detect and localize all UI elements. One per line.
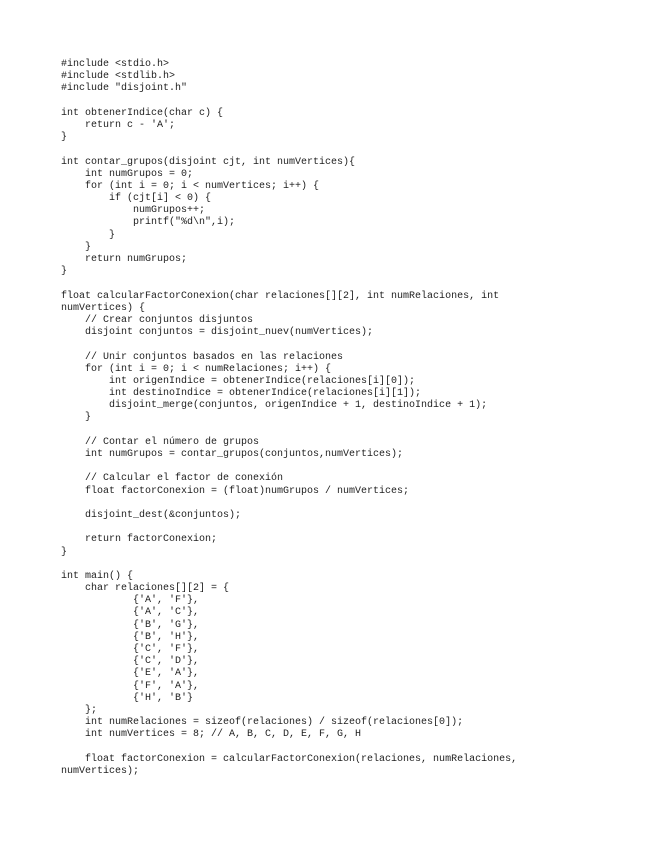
code-line xyxy=(61,144,641,156)
code-line xyxy=(61,742,641,754)
code-line: // Crear conjuntos disjuntos xyxy=(61,314,254,326)
code-line: int numGrupos = contar_grupos(conjuntos,numVertices); xyxy=(61,449,404,460)
code-line xyxy=(61,498,641,510)
code-line: float factorConexion = calcularFactorConexion(relaciones, numRelaciones, xyxy=(61,753,518,765)
code-line: char relaciones[][2] = { xyxy=(61,583,230,595)
code-line xyxy=(61,461,641,473)
code-line: {'C', 'F'}, xyxy=(61,644,200,655)
code-line: #include <stdio.h> xyxy=(61,59,170,70)
code-line: numGrupos++; xyxy=(61,205,206,217)
code-line xyxy=(61,339,641,351)
code-line: {'B', 'H'}, xyxy=(61,631,200,643)
code-line: int numRelaciones = sizeof(relaciones) / sizeof(relaciones[0]); xyxy=(61,717,464,729)
code-line: #include "disjoint.h" xyxy=(61,83,188,95)
code-line: } xyxy=(61,546,68,558)
code-line: } xyxy=(61,229,116,241)
code-line: int numGrupos = 0; xyxy=(61,168,194,180)
code-line: int destinoIndice = obtenerIndice(relaciones[i][1]); xyxy=(61,388,422,400)
code-line: {'E', 'A'}, xyxy=(61,668,200,680)
code-line: float factorConexion = (float)numGrupos / numVertices; xyxy=(61,485,410,497)
code-line: return factorConexion; xyxy=(61,534,218,546)
code-line: } xyxy=(61,132,68,144)
code-line: int obtenerIndice(char c) { xyxy=(61,107,224,119)
code-line: int numVertices = 8; // A, B, C, D, E, F, G, H xyxy=(61,729,362,741)
code-line: int contar_grupos(disjoint cjt, int numVertices){ xyxy=(61,156,356,168)
code-line: float calcularFactorConexion(char relaciones[][2], int numRelaciones, int xyxy=(61,290,500,302)
code-line: // Unir conjuntos basados en las relaciones xyxy=(61,351,344,363)
code-line: if (cjt[i] < 0) { xyxy=(61,193,212,205)
code-line: for (int i = 0; i < numVertices; i++) { xyxy=(61,180,320,192)
code-line: int main() { xyxy=(61,570,134,582)
code-line: }; xyxy=(61,704,98,716)
code-line: for (int i = 0; i < numRelaciones; i++) { xyxy=(61,363,332,375)
code-line: disjoint_merge(conjuntos, origenIndice + 1, destinoIndice + 1); xyxy=(61,400,488,412)
code-line xyxy=(61,559,641,571)
code-line: {'H', 'B'} xyxy=(61,692,194,704)
code-line: {'A', 'C'}, xyxy=(61,607,200,619)
code-line: } xyxy=(61,412,92,424)
code-line: disjoint conjuntos = disjoint_nuev(numVertices); xyxy=(61,327,374,339)
code-line xyxy=(61,522,641,534)
code-line: // Contar el número de grupos xyxy=(61,436,260,448)
code-line: disjoint_dest(&conjuntos); xyxy=(61,509,242,521)
code-line: printf("%d\n",i); xyxy=(61,217,236,229)
code-line: #include <stdlib.h> xyxy=(61,71,176,83)
code-line: int origenIndice = obtenerIndice(relaciones[i][0]); xyxy=(61,375,416,387)
code-line: {'B', 'G'}, xyxy=(61,619,200,631)
code-line xyxy=(61,278,641,290)
code-line: } xyxy=(61,266,68,278)
code-line: } xyxy=(61,241,92,253)
code-line: numVertices); xyxy=(61,765,140,777)
code-line: {'F', 'A'}, xyxy=(61,680,200,692)
code-line: numVertices) { xyxy=(61,302,146,314)
code-listing xyxy=(61,59,641,778)
code-line: {'C', 'D'}, xyxy=(61,656,200,668)
code-line: return numGrupos; xyxy=(61,254,188,265)
code-line: return c - 'A'; xyxy=(61,119,176,131)
code-line xyxy=(61,96,641,108)
code-line: // Calcular el factor de conexión xyxy=(61,473,284,485)
code-line xyxy=(61,425,641,437)
code-line: {'A', 'F'}, xyxy=(61,595,200,607)
